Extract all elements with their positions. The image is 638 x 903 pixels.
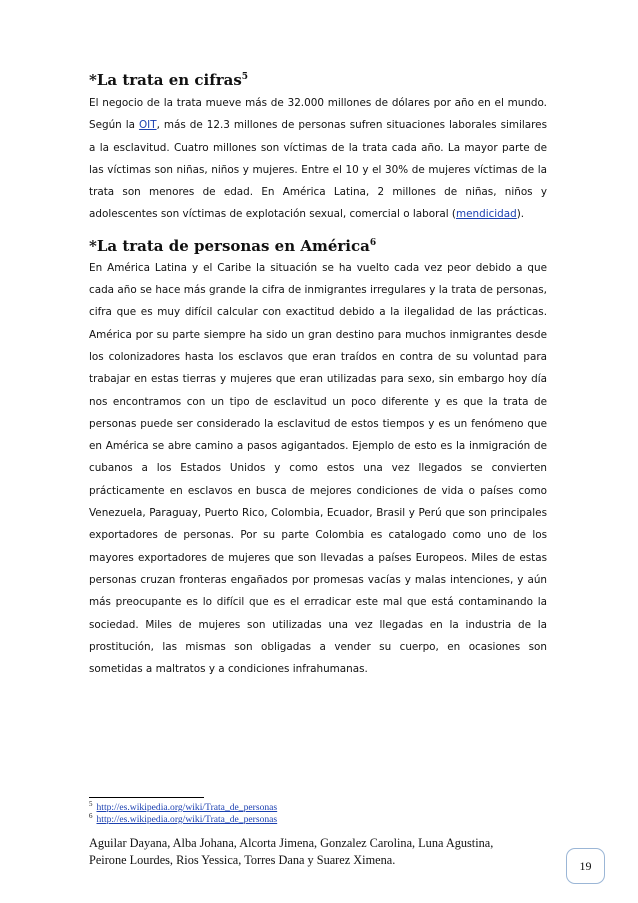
footnote-link[interactable]: http://es.wikipedia.org/wiki/Trata_de_personas <box>96 814 278 825</box>
heading-text: *La trata en cifras <box>89 71 242 89</box>
footnote-item <box>89 811 489 826</box>
footnote-divider <box>89 797 204 798</box>
paragraph-trata-en-america: En América Latina y el Caribe la situación se ha vuelto cada vez peor debido a que cada año se hace más grande la cifra de inmigrantes irregulares y la trata de personas, cifra que es muy difícil calcular con exactitud debido a la ilegalidad de las prácticas. América por su parte siempre ha sido un gran destino para muchos inmigrantes desde los colonizadores hasta los esclavos que eran traídos en contra de su voluntad para trabajar en estas tierras y mujeres que eran utilizadas para sexo, sin embargo hoy día nos encontramos con un tipo de esclavitud un poco diferente y es que la trata de personas puede ser considerado la esclavitud de estos tiempos y es un fenómeno que en América se abre camino a pasos agigantados. Ejemplo de esto es la inmigración de cubanos a los Estados Unidos y como estos una vez llegados se convierten prácticamente en esclavos en busca de mejores condiciones de vida o países como Venezuela, Paraguay, Puerto Rico, Colombia, Ecuador, Brasil y Perú que son principales exportadores de personas. Por su parte Colombia es catalogado como uno de los mayores exportadores de mujeres que son llevadas a países Europeos. Miles de estas personas cruzan fronteras engañados por promesas vacías y malas intenciones, y aún más preocupante es lo difícil que es el erradicar este mal que está contaminando la sociedad. Miles de mujeres son utilizadas una vez llegadas en la industria de la prostitución, las mismas son obligadas a vender su cuerpo, en ocasiones son sometidas a maltratos y a condiciones infrahumanas. <box>89 261 547 676</box>
heading-text: *La trata de personas en América <box>89 236 370 255</box>
authors-line: Peirone Lourdes, Rios Yessica, Torres Dana y Suarez Ximena. <box>89 853 396 867</box>
section-heading-trata-en-cifras <box>89 70 547 90</box>
footnote-link[interactable]: http://es.wikipedia.org/wiki/Trata_de_personas <box>96 802 278 813</box>
paragraph-trata-en-cifras <box>89 92 547 226</box>
footnote-number: 5 <box>89 799 93 808</box>
paragraph-text: ). <box>516 208 525 221</box>
footnote-ref[interactable]: 5 <box>241 72 249 82</box>
oit-link[interactable]: OIT <box>138 119 157 132</box>
paragraph-text: El negocio de la trata mueve más de 32.000 millones de dólares por año en el mundo. Según la <box>89 97 547 132</box>
footnote-item <box>89 799 489 814</box>
main-content <box>89 70 547 680</box>
mendicidad-link[interactable]: mendicidad <box>456 208 517 221</box>
authors-line: Aguilar Dayana, Alba Johana, Alcorta Jimena, Gonzalez Carolina, Luna Agustina, <box>89 836 494 850</box>
section-heading-trata-en-america <box>89 236 547 256</box>
footnote-ref[interactable]: 6 <box>369 237 377 248</box>
footnotes <box>89 797 489 826</box>
page-number: 19 <box>566 848 605 884</box>
footnote-number: 6 <box>89 811 93 820</box>
footer-authors <box>89 835 549 869</box>
paragraph-text: , más de 12.3 millones de personas sufren situaciones laborales similares a la esclavitud. Cuatro millones son víctimas de la trata cada año. La mayor parte de las víctimas son niñas, niños y mujeres. Entre el 10 y el 30% de mujeres víctimas de la trata son menores de edad. En América Latina, 2 millones de niñas, niños y adolescentes son víctimas de explotación sexual, comercial o laboral ( <box>89 119 547 221</box>
